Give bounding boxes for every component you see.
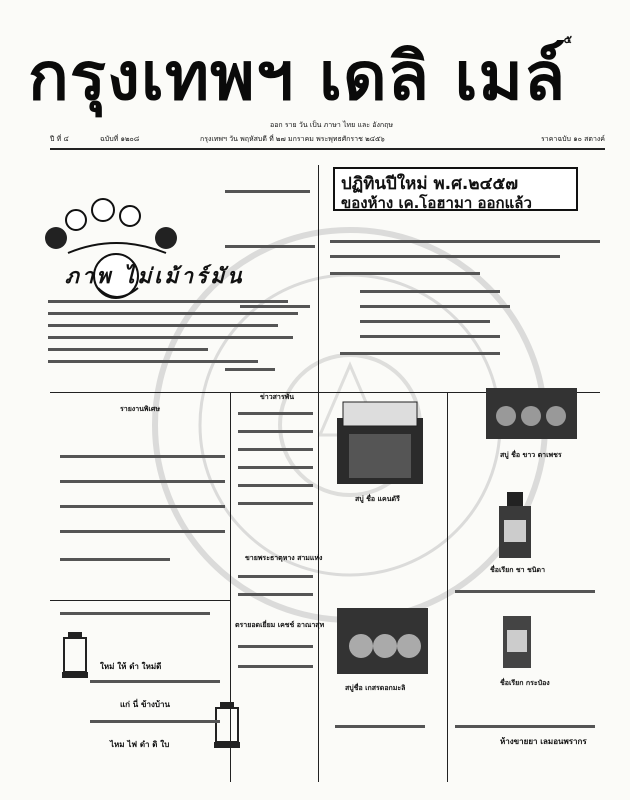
text-line xyxy=(238,484,313,487)
price-corner: ๕ xyxy=(563,33,572,46)
text-line xyxy=(455,590,595,593)
text-line xyxy=(60,455,225,458)
cartoon-title: ภาพ ไม่เม้าร์มัน xyxy=(65,264,245,288)
text-line xyxy=(240,305,310,308)
caption-product1: สบู่ ชื่อ แคนดัรี xyxy=(355,495,400,503)
bottom-right-text: ห้างขายยา เลมอนพรากร xyxy=(500,737,587,746)
text-line xyxy=(238,575,313,578)
text-line xyxy=(60,480,225,483)
column-divider-top xyxy=(318,165,319,395)
left-column-text xyxy=(48,300,308,372)
section-title-left: รายงานพิเศษ xyxy=(120,405,160,413)
text-line xyxy=(335,725,425,728)
text-line xyxy=(238,502,313,505)
text-line xyxy=(238,466,313,469)
bottom-left-text-2: แก่ นี่ ข้างบ้าน xyxy=(120,700,170,709)
product-image-soap-set xyxy=(335,606,430,676)
column-divider-b2 xyxy=(318,392,319,782)
left-horizontal-rule xyxy=(50,600,230,601)
text-line xyxy=(238,430,313,433)
column-divider-b3 xyxy=(447,392,448,782)
headline-line1: ปฏิทินปีใหม่ พ.ศ.๒๔๕๗ xyxy=(341,174,519,194)
text-line xyxy=(60,612,210,615)
text-line xyxy=(225,245,315,248)
lantern-image-2 xyxy=(212,700,242,750)
text-line xyxy=(48,360,258,363)
bottom-left-text-1: ใหม่ ให้ ดำ ใหม่ดี xyxy=(100,662,162,671)
text-line xyxy=(225,368,275,371)
text-line xyxy=(48,348,208,351)
issue-date: กรุงเทพฯ วัน พฤหัสบดี ที่ ๒๗ มกราคม พระพุทธศักราช ๒๔๕๖ xyxy=(200,135,385,143)
text-line xyxy=(238,665,313,668)
text-line xyxy=(238,448,313,451)
text-line xyxy=(360,335,500,338)
issue-price: ราคาฉบับ ๑๐ สตางค์ xyxy=(541,135,605,143)
text-line xyxy=(48,312,298,315)
headline-line2: ของห้าง เค.โอฮามา ออกแล้ว xyxy=(341,194,532,212)
text-line xyxy=(340,352,500,355)
section-title-center: ข่าวสารพัน xyxy=(260,393,295,401)
text-line xyxy=(238,593,313,596)
lantern-image-1 xyxy=(60,630,90,680)
product-image-soap-box xyxy=(335,398,425,488)
text-line xyxy=(455,725,595,728)
volume: ปี ที่ ๔ xyxy=(50,135,69,143)
dateline xyxy=(50,134,605,146)
text-line xyxy=(238,645,313,648)
product-image-open-box xyxy=(484,386,579,441)
sub-masthead: ออก ราย วัน เป็น ภาษา ไทย และ อังกฤษ xyxy=(270,121,393,129)
text-line xyxy=(330,272,480,275)
text-line xyxy=(48,336,293,339)
caption-product2: สบู่ ชื่อ ขาว ตาเพชร xyxy=(500,451,562,459)
masthead-title: กรุงเทพฯ เดลิ เมล์ xyxy=(28,37,567,115)
text-line xyxy=(60,505,225,508)
text-line xyxy=(60,530,225,533)
text-line xyxy=(238,412,313,415)
text-line xyxy=(60,558,170,561)
text-line xyxy=(330,255,560,258)
text-line xyxy=(48,300,288,303)
headline-box xyxy=(333,167,578,211)
caption-product5: ชื่อเรียก กระป๋อง xyxy=(500,679,550,687)
text-line xyxy=(360,290,500,293)
bottom-left-text-3: ไหม ไฟ ดำ ดิ ใบ xyxy=(110,740,170,749)
issue-number: ฉบับที่ ๑๒๐๘ xyxy=(100,135,140,143)
masthead-rule xyxy=(50,148,605,150)
text-line xyxy=(225,190,310,193)
text-line xyxy=(360,305,510,308)
product-image-can xyxy=(497,612,537,672)
section-title-center-mid: ขายพระธาตุหาง สามแห่ง xyxy=(245,554,323,562)
text-line xyxy=(90,720,220,723)
product-image-bottle xyxy=(495,490,535,560)
section-title-center-lower: ตรายอดเยี่ยม เคชช์ อาณาสุท xyxy=(235,621,325,629)
text-line xyxy=(360,320,490,323)
caption-product3: ชื่อเรียก ชา ชนิดา xyxy=(490,566,546,574)
text-line xyxy=(330,240,600,243)
caption-product4: สบู่ชื่อ เกสรดอกมะลิ xyxy=(345,684,406,692)
text-line xyxy=(48,324,278,327)
text-line xyxy=(90,680,220,683)
